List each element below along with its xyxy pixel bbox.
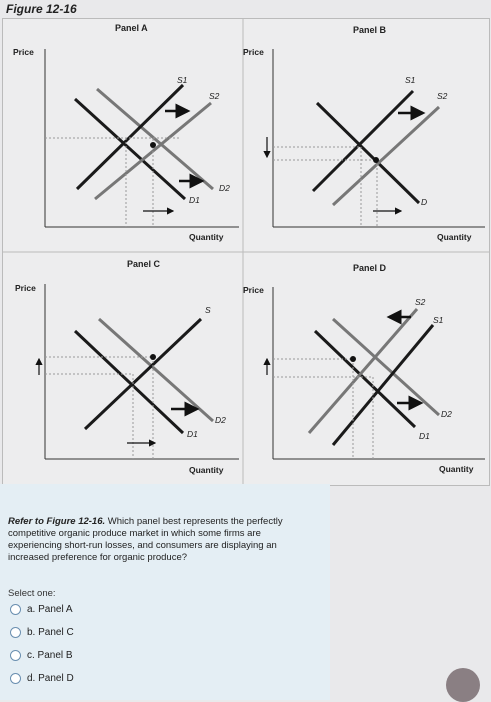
panel-d-s2-label: S2 — [415, 297, 426, 307]
panel-a-x-label: Quantity — [189, 232, 224, 242]
question-card — [0, 484, 330, 700]
panel-d-d2-label: D2 — [441, 409, 452, 419]
panel-a-y-label: Price — [13, 47, 34, 57]
scroll-button[interactable] — [446, 668, 480, 702]
panel-c-y-label: Price — [15, 283, 36, 293]
panel-a-d2-label: D2 — [219, 183, 230, 193]
panel-a-s1-label: S1 — [177, 75, 188, 85]
question-reference: Refer to Figure 12-16. — [8, 516, 106, 527]
panel-a-s1-curve — [77, 85, 183, 189]
panel-a-title: Panel A — [115, 23, 148, 33]
panel-a-s2-label: S2 — [209, 91, 220, 101]
panel-c-d1-label: D1 — [187, 429, 198, 439]
panel-d-s1-label: S1 — [433, 315, 444, 325]
panel-a-d2-curve — [97, 89, 213, 189]
radio-icon[interactable] — [10, 604, 21, 615]
panel-d-y-label: Price — [243, 285, 264, 295]
option-a[interactable] — [10, 604, 73, 615]
panel-a-d1-label: D1 — [189, 195, 200, 205]
select-one-label: Select one: — [8, 588, 56, 599]
panel-c-d2-label: D2 — [215, 415, 226, 425]
panel-b-y-label: Price — [243, 47, 264, 57]
option-a-label: a. Panel A — [27, 604, 73, 615]
panel-b-x-label: Quantity — [437, 232, 472, 242]
radio-icon[interactable] — [10, 627, 21, 638]
panel-b-title: Panel B — [353, 25, 387, 35]
panel-c-title: Panel C — [127, 259, 161, 269]
panel-d-title: Panel D — [353, 263, 387, 273]
option-c[interactable] — [10, 650, 73, 661]
option-d-label: d. Panel D — [27, 673, 74, 684]
panel-c-x-label: Quantity — [189, 465, 224, 475]
panel-b-d-curve — [317, 103, 419, 203]
option-c-label: c. Panel B — [27, 650, 73, 661]
panel-d-x-label: Quantity — [439, 464, 474, 474]
figure-graphs — [3, 19, 489, 485]
panel-c-s-label: S — [205, 305, 211, 315]
panel-b-s2-label: S2 — [437, 91, 448, 101]
question-body: Which panel best represents the perfectly competitive organic produce market in which some firms are experiencing short-run losses, and consumers are displaying an increased preference for organic produce? — [8, 516, 283, 563]
question-text — [8, 516, 308, 564]
figure-frame — [2, 18, 490, 486]
radio-icon[interactable] — [10, 650, 21, 661]
radio-icon[interactable] — [10, 673, 21, 684]
panel-d-s1-curve — [333, 325, 433, 445]
option-b[interactable] — [10, 627, 74, 638]
option-b-label: b. Panel C — [27, 627, 74, 638]
option-d[interactable] — [10, 673, 74, 684]
figure-title: Figure 12-16 — [6, 2, 77, 16]
panel-b-d-label: D — [421, 197, 428, 207]
panel-b-s1-label: S1 — [405, 75, 416, 85]
panel-d-d1-label: D1 — [419, 431, 430, 441]
